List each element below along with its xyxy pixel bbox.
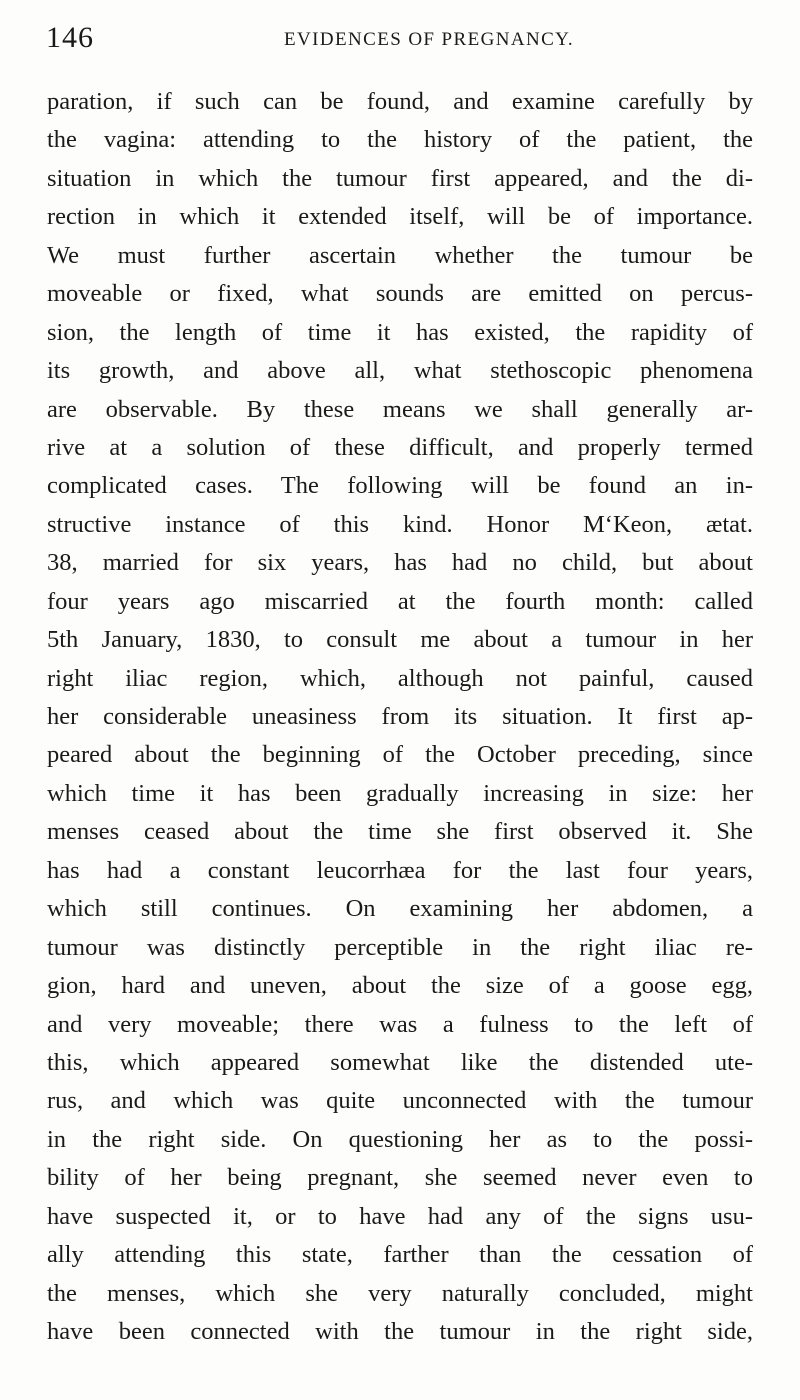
text-line: rus, and which was quite unconnected with the tumour — [47, 1087, 753, 1115]
body-text — [47, 83, 753, 1351]
text-line: have suspected it, or to have had any of the signs usu- — [47, 1202, 753, 1230]
text-line: We must further ascertain whether the tumour be — [47, 241, 753, 269]
text-line: structive instance of this kind. Honor M‘Keon, ætat. — [47, 510, 753, 538]
text-line: the vagina: attending to the history of the patient, the — [47, 126, 753, 154]
page-header — [46, 18, 752, 58]
text-line: her considerable uneasiness from its situation. It first ap- — [47, 703, 753, 730]
text-line: the menses, which she very naturally concluded, might — [47, 1279, 753, 1307]
text-line: bility of her being pregnant, she seemed never even to — [47, 1164, 753, 1192]
text-line: tumour was distinctly perceptible in the right iliac re- — [47, 933, 753, 961]
text-line: complicated cases. The following will be found an in- — [47, 472, 753, 500]
text-line: 5th January, 1830, to consult me about a tumour in her — [47, 626, 753, 654]
text-line: its growth, and above all, what stethoscopic phenomena — [47, 357, 753, 385]
text-line: 38, married for six years, has had no child, but about — [47, 549, 753, 577]
page-number: 146 — [46, 21, 94, 54]
text-line: situation in which the tumour first appeared, and the di- — [47, 164, 753, 192]
text-line: rive at a solution of these difficult, and properly termed — [47, 433, 753, 461]
text-line: in the right side. On questioning her as to the possi- — [47, 1125, 753, 1153]
text-line: and very moveable; there was a fulness to the left of — [47, 1010, 753, 1038]
text-line: rection in which it extended itself, will be of importance. — [47, 203, 753, 231]
text-line: right iliac region, which, although not painful, caused — [47, 664, 753, 692]
text-line: are observable. By these means we shall generally ar- — [47, 395, 753, 423]
text-line: ally attending this state, farther than the cessation of — [47, 1241, 753, 1269]
running-head: EVIDENCES OF PREGNANCY. — [284, 29, 574, 50]
text-line: peared about the beginning of the October preceding, since — [47, 741, 753, 769]
text-line: this, which appeared somewhat like the distended ute- — [47, 1048, 753, 1076]
text-line: which time it has been gradually increasing in size: her — [47, 779, 753, 807]
text-line: sion, the length of time it has existed, the rapidity of — [47, 318, 753, 346]
text-line: menses ceased about the time she first observed it. She — [47, 818, 753, 846]
text-line: paration, if such can be found, and examine carefully by — [47, 88, 753, 115]
text-line: moveable or fixed, what sounds are emitted on percus- — [47, 280, 753, 308]
text-line: which still continues. On examining her abdomen, a — [47, 895, 753, 923]
text-line: have been connected with the tumour in the right side, — [47, 1318, 753, 1345]
text-line: gion, hard and uneven, about the size of a goose egg, — [47, 972, 753, 1000]
text-line: four years ago miscarried at the fourth month: called — [47, 587, 753, 615]
text-line: has had a constant leucorrhæa for the last four years, — [47, 856, 753, 884]
